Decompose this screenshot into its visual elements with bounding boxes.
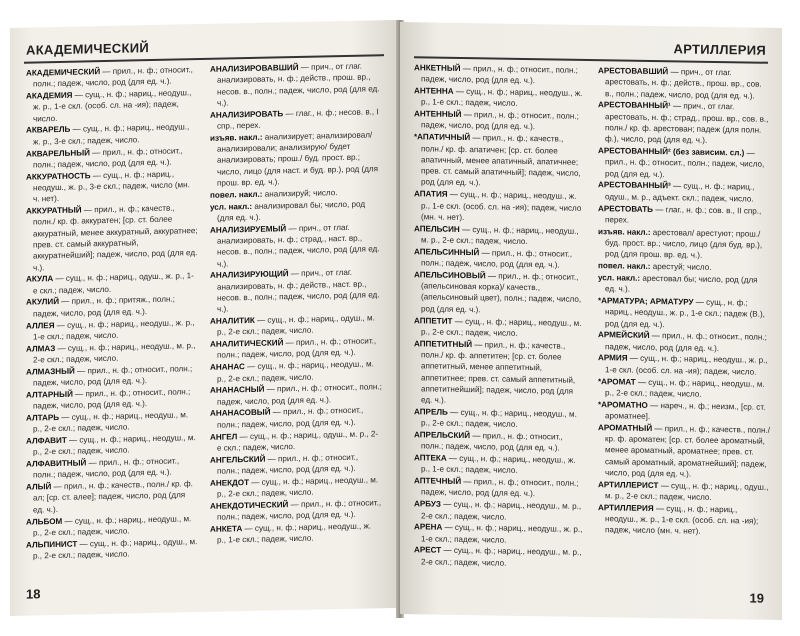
entry-definition: — сущ., н. ф.; нариц., неодуш., ж. р., 1-е скл.; падеж, число. xyxy=(421,86,583,109)
entry-definition: — сущ., н. ф.; нариц., одуш., м. р., 2-е скл.; падеж, число. xyxy=(217,428,379,453)
entry-definition: — прил., н. ф.; качеств., полн./ кр. ф. апатичен; [ср. ст. более апатичный, менее апатичный, апатичнее; прев. ст. самый апатичный]; падеж, число, род (для ед. ч.). xyxy=(421,133,581,188)
entry-definition: — прич., от глаг. арестовать, н. ф.; страд., прош. вр., сов. в., полн./ кр. ф. арестован; падеж (для полн. ф.), число, род (для ед. ч.). xyxy=(605,101,769,146)
dictionary-entry xyxy=(414,223,586,248)
entry-definition: — прил., н. ф.; качеств., полн./ кр. ф. аппетитен; [ср. ст. более аппетитный, менее аппетитный, аппетитнее; прев. ст. самый аппетитный, аппетитнейший]; падеж, число, род (для ед. ч.). xyxy=(421,339,576,405)
headword: *АРОМАТ xyxy=(598,376,636,387)
entry-definition: — сущ., н. ф.; нариц., одуш., м. р., адъект. скл.; падеж, число. xyxy=(605,181,755,204)
entry-definition: арестовал бы; число, род (для ед. ч.). xyxy=(605,273,758,294)
headword: АРМИЯ xyxy=(598,353,628,363)
entry-definition: арестуй; число. xyxy=(650,261,712,272)
headword: изъяв. накл.: xyxy=(210,132,263,143)
entry-definition: анализируй; число. xyxy=(262,187,338,199)
dictionary-entry xyxy=(414,522,586,547)
headword: *АРОМАТНО xyxy=(598,399,648,410)
dictionary-entry xyxy=(414,406,586,431)
headword: АРЕСТОВАННЫЙ¹ xyxy=(598,100,671,111)
headword: АПЕЛЬСИН xyxy=(414,223,460,234)
headword: АКУЛИЙ xyxy=(26,297,60,308)
dictionary-entry xyxy=(414,108,586,133)
entry-definition: — сущ., н. ф.; нариц., неодуш., ж. р., 1-е скл. (особ. сл. на -ия); падеж, число (мн. ч. нет). xyxy=(421,190,582,222)
headword: *АПАТИЧНЫЙ xyxy=(414,132,471,143)
entry-definition: — сущ., н. ф.; нариц., неодуш., ж. р., 3-е скл.; падеж, число. xyxy=(33,122,190,147)
dictionary-entry xyxy=(26,168,198,205)
dictionary-entry xyxy=(414,452,586,477)
dictionary-entry xyxy=(414,499,586,524)
entry-definition: анализировал бы; число, род (для ед. ч.). xyxy=(217,199,366,223)
headword: АЛТАРНЫЙ xyxy=(26,389,73,400)
headword: АЛФАВИТ xyxy=(26,435,67,446)
headword: АНГЕЛЬСКИЙ xyxy=(210,454,266,465)
entry-definition: — сущ., н. ф.; нариц., одуш., м. р., 2-е скл.; падеж, число. xyxy=(33,536,198,561)
entry-definition: — прил., н. ф.; относит., (апельсиновая корка)/ качеств., (апельсиновый цвет), полн.; падеж, число, род (для ед. ч.). xyxy=(421,271,582,314)
entry-definition: — сущ., н. ф.; нариц., неодуш., ж. р., 1-е скл.; падеж, число. xyxy=(421,523,583,545)
dictionary-entry xyxy=(414,338,586,408)
dictionary-entry xyxy=(210,198,382,224)
headword: АНЕКДОТ xyxy=(210,477,250,488)
entry-definition: — сущ., н. ф.; нариц., неодуш., ж. р., 1-е скл. (особ. сл. на -ия); падеж, число. xyxy=(605,353,768,377)
headword: АЛЬПИНИСТ xyxy=(26,539,78,550)
headword: АНАЛИЗИРУЕМЫЙ xyxy=(210,223,287,235)
dictionary-entry xyxy=(26,536,198,562)
entry-definition: — сущ., н. ф.; нариц., неодуш., ж. р., 1-е скл. (особ. сл. на -ия); падеж, число (мн. ч. нет). xyxy=(605,503,759,537)
entry-definition: — прил., н. ф.; относит., полн.; падеж, число, род (для ед. ч.). xyxy=(217,382,382,407)
entry-definition: — сущ., н. ф.; нариц., неодуш., м. р., 2-е скл.; падеж, число. xyxy=(217,474,379,499)
left-page xyxy=(10,20,398,616)
dictionary-entry xyxy=(210,382,382,408)
headword: АПРЕЛЬСКИЙ xyxy=(414,430,471,441)
dictionary-entry xyxy=(26,270,198,296)
headword: АНАНАС xyxy=(210,362,245,373)
headword: АПРЕЛЬ xyxy=(414,407,448,417)
entry-definition: — сущ., н. ф.; нариц., неодуш., м. р., 2-е скл.; падеж, число. xyxy=(217,359,374,384)
headword: *АРМАТУРА; АРМАТУРУ xyxy=(598,296,694,307)
entry-definition: — глаг., н. ф.; сов. в., II спр., перех. xyxy=(605,204,762,225)
headword: АПАТИЯ xyxy=(414,189,448,200)
dictionary-entry xyxy=(26,409,198,435)
entry-definition: — прил., н. ф.; относит., полн.; падеж, число, род (для ед. ч.). xyxy=(421,247,573,270)
dictionary-entry xyxy=(414,132,586,191)
headword: АРМЕЙСКИЙ xyxy=(598,330,650,341)
entry-definition: — нареч., н. ф.; неизм., [ср. ст. ароматнее]. xyxy=(605,400,766,421)
entry-definition: — сущ., н. ф.; нариц., неодуш., ж. р., 1-е скл.; падеж, число. xyxy=(33,317,195,342)
entry-definition: — прил., н. ф.; относит., полн.; падеж, число, род (для ед. ч.). xyxy=(217,336,377,361)
headword: АЛМАЗНЫЙ xyxy=(26,366,75,377)
headword: АРЕСТОВАВШИЙ xyxy=(598,66,669,77)
dictionary-entry xyxy=(210,520,382,546)
dictionary-entry xyxy=(598,100,770,148)
entry-definition: — сущ., н. ф.; нариц., неодуш., ж. р., 1-е скл.; падеж (В.), род (для ед. ч.). xyxy=(605,297,765,329)
entry-definition: — сущ., н. ф.; нариц., неодуш., ж. р., 1-е скл.; падеж, число. xyxy=(217,521,372,545)
dictionary-entry xyxy=(26,340,198,366)
column-left-1 xyxy=(26,64,198,562)
headword: АЛЛЕЯ xyxy=(26,320,55,331)
dictionary-entry xyxy=(414,62,586,87)
headword: АППЕТИТ xyxy=(414,315,453,326)
entry-definition: — прил., н. ф.; относит., полн.; падеж, число, род (для ед. ч.). xyxy=(421,110,579,132)
dictionary-entry xyxy=(26,513,198,539)
headword: АЛФАВИТНЫЙ xyxy=(26,458,87,469)
dictionary-entry xyxy=(210,358,382,384)
headword: АНКЕТА xyxy=(210,524,243,534)
dictionary-entry xyxy=(210,428,382,454)
headword: АРЕСТОВАТЬ xyxy=(598,203,653,214)
entry-definition: — прил., н. ф.; относит., полн.; падеж, число, род (для ед. ч.). xyxy=(421,63,578,86)
dictionary-entry xyxy=(414,475,586,500)
headword: изъяв. накл.: xyxy=(598,226,651,237)
headword: АКАДЕМИЧЕСКИЙ xyxy=(26,67,101,78)
headword: АНАЛИЗИРУЮЩИЙ xyxy=(210,269,289,281)
entry-definition: — сущ., н. ф.; нариц., неодуш., м. р., 2-е скл.; падеж, число. xyxy=(421,407,577,430)
headword: АЛЫЙ xyxy=(26,482,52,492)
dictionary-entry xyxy=(210,106,382,132)
entry-definition: — сущ., н. ф.; нариц., неодуш., м. р., 2-е скл.; падеж, число. xyxy=(421,499,582,522)
headword: АКУЛА xyxy=(26,274,54,285)
dictionary-entry xyxy=(26,386,198,412)
entry-definition: — сущ., н. ф.; нариц., неодуш., ж. р., 1-е скл.; падеж, число. xyxy=(421,453,576,476)
headword: АКВАРЕЛЬ xyxy=(26,125,71,136)
headword: АРЕСТ xyxy=(414,545,442,556)
dictionary-entry xyxy=(26,64,198,90)
headword: АККУРАТНЫЙ xyxy=(26,205,82,216)
dictionary-entry xyxy=(598,65,770,102)
dictionary-entry xyxy=(210,221,382,270)
dictionary-entry xyxy=(210,312,382,338)
headword: АПЕЛЬСИННЫЙ xyxy=(414,246,480,257)
entry-definition: — сущ., н. ф.; нариц., неодуш., м. р., 2-е скл.; падеж, число. xyxy=(605,377,765,399)
dictionary-entry xyxy=(26,145,198,171)
dictionary-entry xyxy=(598,329,770,354)
dictionary-entry xyxy=(414,545,586,570)
dictionary-entry xyxy=(414,269,586,317)
entry-definition: — сущ., н. ф.; нариц., неодуш., м. р., 2-е скл.; падеж, число. xyxy=(33,433,196,457)
headword: АНГЕЛ xyxy=(210,431,238,442)
dictionary-entry xyxy=(210,405,382,431)
entry-definition: — прил., н. ф.; относит., полн.; падеж, число, род (для ед. ч.). xyxy=(33,387,191,411)
entry-definition: — прил., н. ф.; качеств., полн./ кр. ф. ал; [ср. ст. алее]; падеж, число, род (для ед. ч.). xyxy=(33,479,193,515)
dictionary-entry xyxy=(598,145,770,182)
headword: АНАНАСОВЫЙ xyxy=(210,407,271,419)
dictionary-entry xyxy=(26,202,198,273)
headword: повел. накл.: xyxy=(210,189,263,200)
dictionary-entry xyxy=(598,295,770,332)
headword: АНАЛИЗИРОВАТЬ xyxy=(210,108,284,120)
dictionary-entry xyxy=(414,188,586,225)
entry-definition: — сущ., н. ф.; нариц., неодуш., ж. р., 1-е скл. (особ. сл. на -ия); падеж, число. xyxy=(33,88,192,124)
headword: АЛМАЗ xyxy=(26,343,56,354)
headword: АЛТАРЬ xyxy=(26,412,60,423)
dictionary-entry xyxy=(598,479,770,504)
entry-definition: — прил., н. ф.; качеств., полн./ кр. ф. аккуратен; [ср. ст. более аккуратный, менее аккуратный, аккуратнее; прев. ст. самый аккуратный, аккуратнейший]; падеж, число, род (для ед. ч.). xyxy=(33,203,198,273)
running-head: АРТИЛЛЕРИЯ xyxy=(673,41,766,58)
entry-definition: арестовал/ арестуют; прош./ буд. прост. вр.; число, лицо (для буд. вр.), род (для прош. вр. ед. ч.). xyxy=(605,227,763,260)
column-right-1 xyxy=(414,62,586,570)
entry-definition: — сущ., н. ф.; нариц., неодуш., ж. р., 3-е скл.; падеж, число (мн. ч. нет). xyxy=(33,169,190,204)
headword: АНТЕННА xyxy=(414,86,454,96)
dictionary-entry xyxy=(414,85,586,110)
page-number: 19 xyxy=(749,590,764,606)
dictionary-entry xyxy=(26,87,198,124)
dictionary-entry xyxy=(210,474,382,500)
dictionary-entry xyxy=(210,497,382,523)
headword: АЛЬБОМ xyxy=(26,516,63,527)
entry-definition: — прил., н. ф.; качеств., полн./ кр. ф. ароматен; [ср. ст. более ароматный, менее ароматный, ароматнее; прев. ст. самый ароматный, ароматнейший]; падеж, число, род (для ед. ч.). xyxy=(605,423,770,479)
headword: АППЕТИТНЫЙ xyxy=(414,338,473,349)
headword: АНАНАСНЫЙ xyxy=(210,384,265,396)
entry-definition: — сущ., н. ф.; нариц., неодуш., м. р., 2-е скл.; падеж, число. xyxy=(421,316,582,338)
entry-definition: — сущ., н. ф.; нариц., неодуш., м. р., 2-е скл.; падеж, число. xyxy=(33,340,196,365)
dictionary-entry xyxy=(210,335,382,361)
headword: АКАДЕМИЯ xyxy=(26,90,73,101)
page-number: 18 xyxy=(26,586,41,602)
entry-definition: — сущ., н. ф.; нариц., неодуш., м. р., 2-е скл.; падеж, число. xyxy=(421,546,582,568)
headword: АНАЛИЗИРОВАВШИЙ xyxy=(210,62,299,74)
entry-definition: — прич., от глаг. анализировать, н. ф.; страд., наст. вр., несов. в., полн.; падеж, число, род (для ед. ч.). xyxy=(217,222,380,269)
headword: АПТЕЧНЫЙ xyxy=(414,476,462,487)
dictionary-entry xyxy=(598,376,770,401)
headword: усл. накл.: xyxy=(210,201,253,212)
dictionary-entry xyxy=(26,363,198,389)
dictionary-entry xyxy=(210,267,382,316)
entry-definition: — прич., от глаг. анализировать, н. ф.; действ., наст. вр., несов. в., полн.; падеж, число, род (для ед. ч.). xyxy=(217,268,380,314)
dictionary-entry xyxy=(26,293,198,319)
entry-definition: — сущ., н. ф.; нариц., одуш., м. р., 2-е скл.; падеж, число. xyxy=(605,480,769,502)
dictionary-entry xyxy=(26,317,198,343)
headword: АРТИЛЛЕРИСТ xyxy=(598,479,659,490)
dictionary-entry xyxy=(210,60,382,109)
dictionary-entry xyxy=(598,502,770,539)
headword: повел. накл.: xyxy=(598,261,651,271)
column-left-2 xyxy=(210,60,382,547)
entry-definition: — прич., от глаг. анализировать, н. ф.; действ., прош. вр., несов. в., полн.; падеж, число, род (для ед. ч.). xyxy=(217,61,380,108)
dictionary-entry xyxy=(26,432,198,458)
headword: АНТЕННЫЙ xyxy=(414,109,462,120)
headword: АРЕСТОВАННЫЙ³ xyxy=(598,180,671,191)
entry-definition: — прил., н. ф.; относит., полн.; падеж, число, род (для ед. ч.). xyxy=(605,148,765,179)
headword: АРТИЛЛЕРИЯ xyxy=(598,502,654,513)
entry-definition: — прил., н. ф.; относит., полн.; падеж, число, род (для ед. ч.). xyxy=(33,363,193,388)
dictionary-entry xyxy=(210,451,382,477)
dictionary-entry xyxy=(598,399,770,424)
dictionary-entry xyxy=(26,122,198,148)
headword: АККУРАТНОСТЬ xyxy=(26,170,91,182)
headword: АНЕКДОТИЧЕСКИЙ xyxy=(210,499,289,511)
dictionary-entry xyxy=(414,246,586,271)
headword: АРБУЗ xyxy=(414,499,441,509)
dictionary-entry xyxy=(598,180,770,205)
headword: АПТЕКА xyxy=(414,453,447,463)
entry-definition: — прил., н. ф.; относит., полн.; падеж, число, род (для ед. ч.). xyxy=(217,406,364,430)
dictionary-entry xyxy=(26,478,198,515)
entry-definition: анализирует; анализировал/ анализировали; анализирую/ будет анализировать; прош./ буд. прост. вр.; число, лицо (для наст. и буд. вр.), род (для прош. вр. ед. ч.). xyxy=(217,130,379,188)
entry-definition: — сущ., н. ф.; нариц., одуш., м. р., 2-е скл.; падеж, число. xyxy=(217,313,375,337)
headword: АРОМАТНЫЙ xyxy=(598,422,653,433)
entry-definition: — сущ., н. ф.; нариц., неодуш., м. р., 2-е скл.; падеж, число. xyxy=(33,513,192,538)
headword: АНАЛИТИК xyxy=(210,315,255,326)
entry-definition: — сущ., н. ф.; нариц., неодуш., м. р., 2-е скл.; падеж, число. xyxy=(33,410,189,434)
entry-definition: — прил., н. ф.; относит., полн.; падеж, число, род (для ед. ч.). xyxy=(217,498,382,522)
dictionary-entry xyxy=(26,455,198,481)
entry-definition: — прил., н. ф.; притяж., полн.; падеж, число, род (для ед. ч.). xyxy=(33,294,175,319)
entry-definition: — прил., н. ф.; относит., полн.; падеж, число, род (для ед. ч.). xyxy=(421,477,579,499)
entry-definition: — прил., н. ф.; относит., полн.; падеж, число, род (для ед. ч.). xyxy=(33,65,193,89)
entry-definition: — сущ., н. ф.; нариц., неодуш., м. р., 2-е скл.; падеж, число. xyxy=(421,224,579,246)
headword: АНАЛИТИЧЕСКИЙ xyxy=(210,338,284,349)
dictionary-entry xyxy=(598,226,770,263)
dictionary-entry xyxy=(414,315,586,340)
entry-definition: — прил., н. ф.; относит., полн.; падеж, число, род (для ед. ч.). xyxy=(605,331,767,353)
dictionary-entry xyxy=(598,272,770,297)
entry-definition: — прил., н. ф.; относит., полн.; падеж, число, род (для ед. ч.). xyxy=(421,431,563,453)
dictionary-entry xyxy=(598,422,770,481)
dictionary-entry xyxy=(598,203,770,228)
dictionary-entry xyxy=(210,129,382,189)
entry-definition: — глаг., н. ф.; несов. в., I спр., перех. xyxy=(217,106,379,131)
dictionary-entry xyxy=(414,429,586,454)
entry-definition: — прич., от глаг. арестовать, н. ф.; действ., прош. вр., сов. в., полн.; падеж, число, род (для ед. ч.). xyxy=(605,67,762,101)
right-page xyxy=(400,22,782,620)
entry-definition: — прил., н. ф.; относит., полн.; падеж, число, род (для ед. ч.). xyxy=(33,145,183,170)
entry-definition: — прил., н. ф.; относит., полн.; падеж, число, род (для ед. ч.). xyxy=(217,452,359,476)
headword: АНКЕТНЫЙ xyxy=(414,63,461,73)
headword: усл. накл.: xyxy=(598,272,641,283)
column-right-2 xyxy=(598,65,770,539)
entry-definition: — сущ., н. ф.; нариц., одуш., ж. р., 1-е скл.; падеж, число. xyxy=(33,271,194,296)
headword: АРЕНА xyxy=(414,522,443,533)
entry-definition: — прил., н. ф.; относит., полн.; падеж, число, род (для ед. ч.). xyxy=(33,456,180,480)
dictionary-entry xyxy=(598,353,770,378)
headword: АПЕЛЬСИНОВЫЙ xyxy=(414,270,486,281)
headword: АКВАРЕЛЬНЫЙ xyxy=(26,147,90,159)
running-head: АКАДЕМИЧЕСКИЙ xyxy=(26,40,150,58)
headword: АРЕСТОВАННЫЙ² (без зависим. сл.) xyxy=(598,146,745,158)
